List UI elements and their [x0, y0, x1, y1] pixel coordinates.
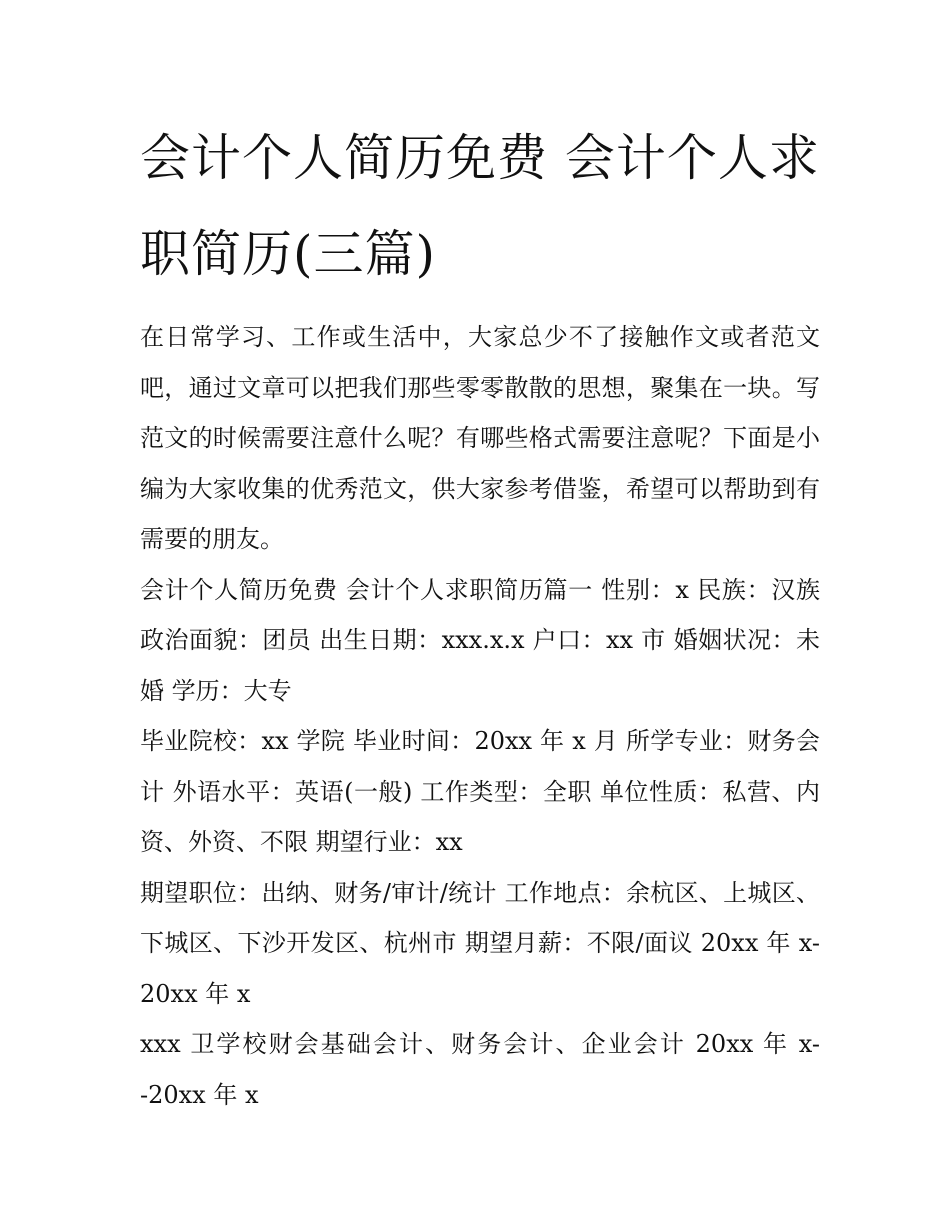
document-page — [140, 110, 820, 1120]
resume-basic-info-paragraph: 会计个人简历免费 会计个人求职简历篇一 性别：x 民族：汉族 政治面貌：团员 出生日期：xxx.x.x 户口：xx 市 婚姻状况：未婚 学历：大专 — [140, 575, 820, 705]
document-title: 会计个人简历免费 会计个人求职简历(三篇) — [140, 129, 820, 283]
resume-education-paragraph: 毕业院校：xx 学院 毕业时间：20xx 年 x 月 所学专业：财务会计 外语水平：英语(一般) 工作类型：全职 单位性质：私营、内资、外资、不限 期望行业：xx — [140, 727, 820, 856]
intro-paragraph: 在日常学习、工作或生活中，大家总少不了接触作文或者范文吧，通过文章可以把我们那些零零散散的思想，聚集在一块。写范文的时候需要注意什么呢？有哪些格式需要注意呢？下面是小编为大家收集的优秀范文，供大家参考借鉴，希望可以帮助到有需要的朋友。 — [140, 323, 820, 553]
resume-job-intention-paragraph: 期望职位：出纳、财务/审计/统计 工作地点：余杭区、上城区、下城区、下沙开发区、杭州市 期望月薪：不限/面议 20xx 年 x-20xx 年 x — [140, 878, 820, 1008]
resume-school-paragraph: xxx 卫学校财会基础会计、财务会计、企业会计 20xx 年 x--20xx 年 x — [140, 1030, 820, 1109]
